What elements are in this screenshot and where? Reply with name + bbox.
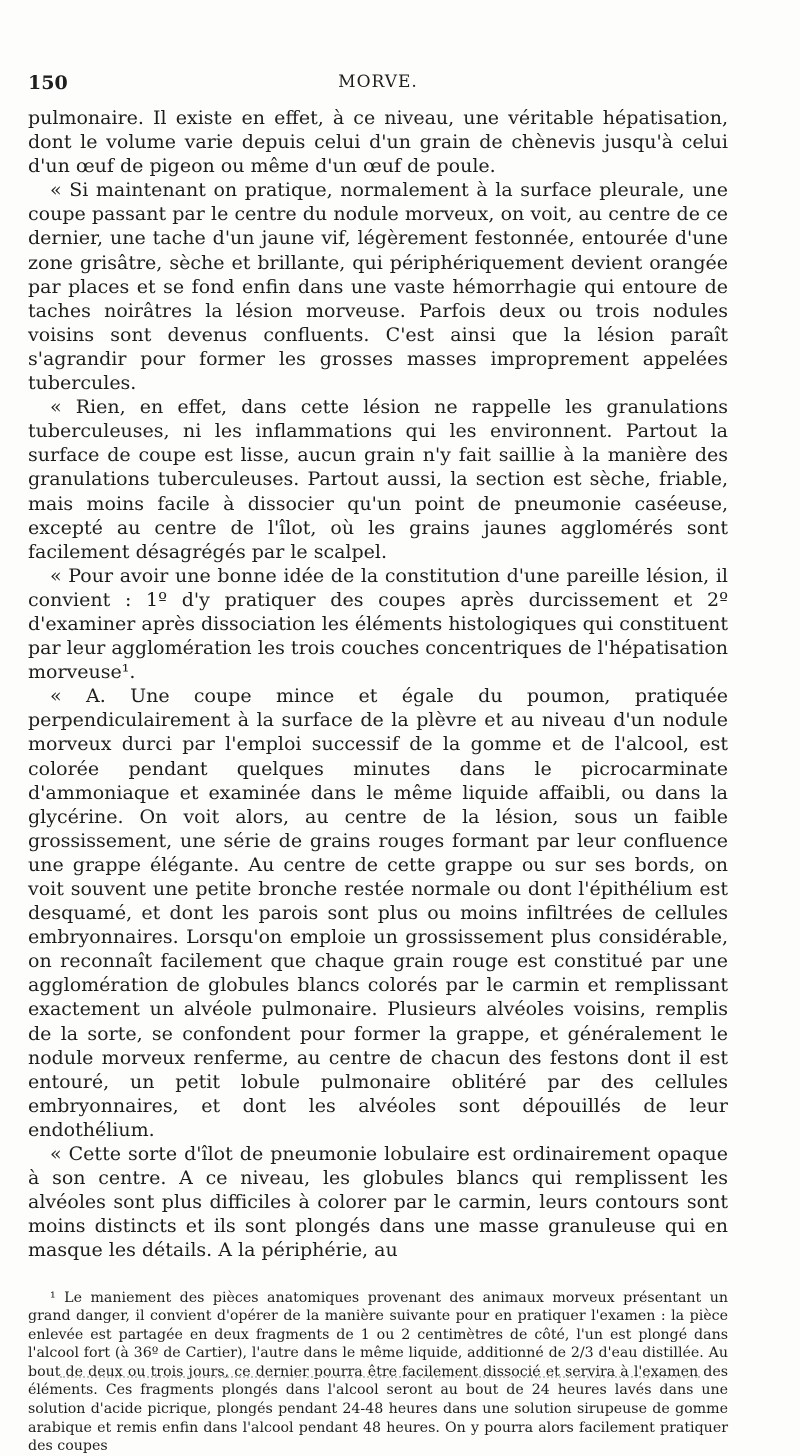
page-header — [28, 72, 728, 106]
paragraph: « Pour avoir une bonne idée de la constitution d'une pareille lésion, il convient : 1º d'y pratiquer des coupes après durcissement et 2º d'examiner après dissociation les éléments histologiques qui constituent par leur agglomération les trois couches concentriques de l'hépatisation morveuse¹. — [28, 564, 728, 684]
paragraph: « Si maintenant on pratique, normalement à la surface pleurale, une coupe passant par le centre du nodule morveux, on voit, au centre de ce dernier, une tache d'un jaune vif, légèrement festonnée, entourée d'une zone grisâtre, sèche et brillante, qui périphériquement devient orangée par places et se fond enfin dans une vaste hémorrhagie qui entoure de taches noirâtres la lésion morveuse. Parfois deux ou trois nodules voisins sont devenus confluents. C'est ainsi que la lésion paraît s'agrandir pour former les grosses masses improprement appelées tubercules. — [28, 179, 728, 395]
running-title: MORVE. — [338, 72, 418, 92]
paragraph: « Cette sorte d'îlot de pneumonie lobulaire est ordinairement opaque à son centre. A ce niveau, les globules blancs qui remplissent les alvéoles sont plus difficiles à colorer par le carmin, leurs contours sont moins distincts et ils sont plongés dans une masse granuleuse qui en masque les détails. A la périphérie, au — [28, 1143, 728, 1262]
bottom-edge-divider — [60, 1376, 700, 1378]
paragraph: « Rien, en effet, dans cette lésion ne rappelle les granulations tuberculeuses, ni les inflammations qui les environnent. Partout la surface de coupe est lisse, aucun grain n'y fait saillie à la manière des granulations tuberculeuses. Partout aussi, la section est sèche, friable, mais moins facile à dissocier qu'un point de pneumonie caséeuse, excepté au centre de l'îlot, où les grains jaunes agglomérés sont facilement désagrégés par le scalpel. — [28, 396, 728, 563]
paragraph: « A. Une coupe mince et égale du poumon, pratiquée perpendiculairement à la surface de la plèvre et au niveau d'un nodule morveux durci par l'emploi successif de la gomme et de l'alcool, est colorée pendant quelques minutes dans le picrocarminate d'ammoniaque et examinée dans le même liquide affaibli, ou dans la glycérine. On voit alors, au centre de la lésion, sous un faible grossissement, une série de grains rouges formant par leur confluence une grappe élégante. Au centre de cette grappe ou sur ses bords, on voit souvent une petite bronche restée normale ou dont l'épithélium est desquamé, et dont les parois sont plus ou moins infiltrées de cellules embryonnaires. Lorsqu'on emploie un grossissement plus considérable, on reconnaît facilement que chaque grain rouge est constitué par une agglomération de globules blancs colorés par le carmin et remplissant exactement un alvéole pulmonaire. Plusieurs alvéoles voisins, remplis de la sorte, se confondent pour former la grappe, et généralement le nodule morveux renferme, au centre de chacun des festons dont il est entouré, un petit lobule pulmonaire oblitéré par des cellules embryonnaires, et dont les alvéoles sont dépouillés de leur endothélium. — [28, 685, 728, 1141]
page-number: 150 — [28, 72, 68, 94]
paragraph: pulmonaire. Il existe en effet, à ce niveau, une véritable hépatisation, dont le volume varie depuis celui d'un grain de chènevis jusqu'à celui d'un œuf de pigeon ou même d'un œuf de poule. — [28, 107, 728, 178]
book-page — [28, 72, 728, 1456]
footnote: ¹ Le maniement des pièces anatomiques provenant des animaux morveux présentant un grand danger, il convient d'opérer de la manière suivante pour en pratiquer l'examen : la pièce enlevée est partagée en deux fragments de 1 ou 2 centimètres de côté, l'un est plongé dans l'alcool fort (à 36º de Cartier), l'autre dans le même liquide, additionné de 2/3 d'eau distillée. Au bout de deux ou trois jours, ce dernier pourra être facilement dissocié et servira à l'examen des éléments. Ces fragments plongés dans l'alcool seront au bout de 24 heures lavés dans une solution d'acide picrique, plongés pendant 24-48 heures dans une solution sirupeuse de gomme arabique et remis enfin dans l'alcool pendant 48 heures. On y pourra alors facilement pratiquer des coupes — [28, 1289, 728, 1455]
body-text — [28, 106, 728, 1263]
footnotes — [28, 1289, 728, 1456]
